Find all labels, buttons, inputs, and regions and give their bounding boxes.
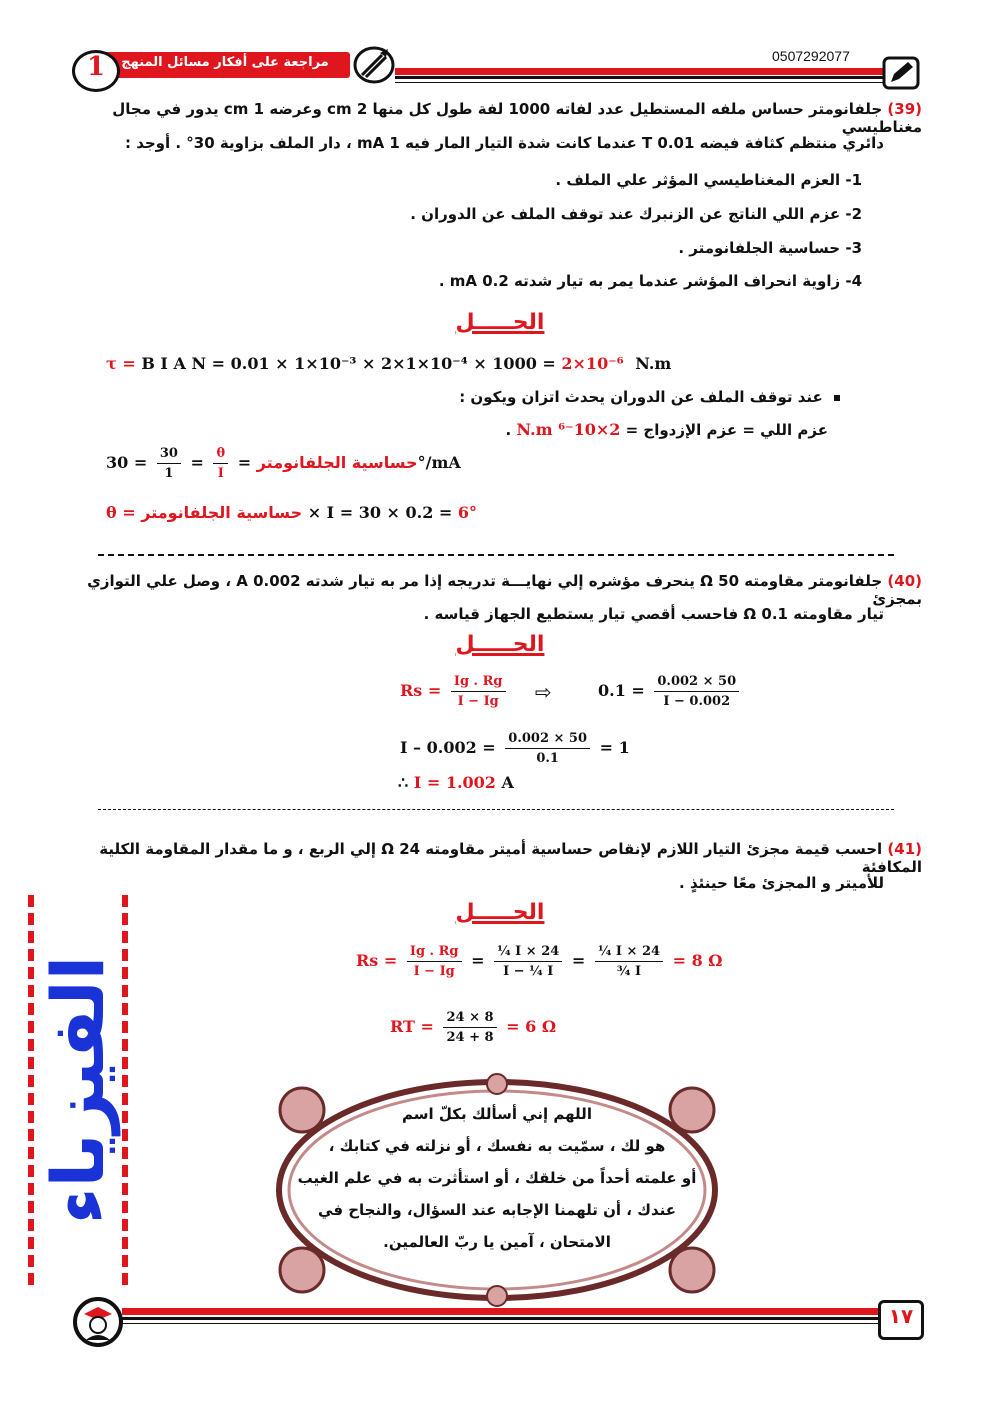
q39-item-4: 4- زاوية انحراف المؤشر عندما يمر به تيار شدته 0.2 mA . [438, 272, 862, 290]
rt-result: = 6 Ω [506, 1017, 557, 1036]
q41-rs-symbol: Rs = [356, 951, 398, 970]
frac-30: 30 [157, 446, 181, 464]
eq3-result: = 1 [599, 738, 630, 757]
divider-1 [98, 538, 894, 556]
torque-result: 2×10⁻⁶ [561, 354, 624, 373]
theta-sensitivity-label: حساسية الجلفانومتر [141, 503, 303, 522]
brush-icon [352, 45, 396, 85]
header [0, 0, 992, 100]
q41-number: (41) [887, 840, 922, 858]
footer-rule-red [122, 1308, 878, 1315]
bullet-square-icon [834, 395, 840, 401]
eq2-denominator: I − 0.002 [663, 694, 731, 709]
q40-eq4 [398, 773, 514, 792]
q41-rs-result: = 8 Ω [672, 951, 723, 970]
theta-result: 6° [457, 503, 478, 522]
graduate-avatar-icon [72, 1296, 124, 1348]
rs-denominator: I − Ig [457, 694, 499, 709]
side-logo-text: الفيزياء [36, 955, 120, 1225]
q40-line1 [70, 572, 922, 608]
torsion-text: عزم اللي = عزم الإزدواج = [625, 421, 828, 439]
footer-rule-black [122, 1317, 878, 1320]
therefore-symbol: ∴ [398, 773, 409, 792]
torsion-end: . [505, 421, 512, 439]
q39-theta-equation [106, 503, 477, 522]
q41-solution-title: الحـــــل [455, 900, 545, 925]
prayer-line-2: هو لك ، سمّيت به نفسك ، أو نزلته في كتابك ، [328, 1137, 666, 1155]
torque-unit: N.m [635, 354, 672, 373]
prayer-line-4: عندك ، أن تلهمنا الإجابه عند السؤال، والنجاح في [318, 1201, 676, 1219]
q39-bullet [400, 388, 840, 406]
page-number: ١٧ [888, 1304, 914, 1328]
q41-line2: للأميتر و المجزئ معًا حينئذٍ . [679, 874, 884, 892]
footer-rule-black-2 [122, 1323, 878, 1324]
prayer-line-5: الامتحان ، آمين يا ربّ العالمين. [383, 1233, 611, 1251]
edit-pencil-icon [882, 56, 920, 90]
q40-eq2 [598, 674, 743, 709]
q40-solution-title: الحـــــل [455, 632, 545, 657]
prayer-line-3: أو علمته أحداً من خلقك ، أو استأثرت به في علم الغيب [297, 1169, 697, 1187]
q39-text-1: جلفانومتر حساس ملفه المستطيل عدد لفاته 1000 لفة طول كل منها 2 cm وعرضه 1 cm يدور في مجال مغناطيسي [112, 100, 922, 136]
q40-eq3 [400, 731, 630, 766]
rt-numerator: 24 × 8 [443, 1010, 496, 1028]
rs-symbol: Rs = [400, 681, 442, 700]
theta-symbol: θ = [106, 503, 136, 522]
eq3-lhs: I – 0.002 = [400, 738, 496, 757]
q41-frac2-num: ¼ I × 24 [494, 944, 562, 962]
torque-symbol: τ = [106, 354, 136, 373]
header-rule-red [395, 68, 885, 75]
q41-rs-equation: Rs = $\frac{Ig . Rg}{I - Ig}$ = $\frac{\text{¼ I × 24}}{\text{I − ¼ I}}$ = $\frac{\text{¼ I × 24}}{\text{¾ I}}$ = 8 Ω [356, 944, 723, 979]
frac-theta: θ [213, 446, 228, 464]
eq4-unit: A [501, 773, 514, 792]
frac-1: 1 [164, 466, 174, 481]
divider-2 [98, 809, 894, 810]
q39-torque-equation [106, 354, 671, 373]
torsion-value: 2×10⁻⁶ N.m [516, 420, 621, 439]
prayer-text [290, 1098, 704, 1258]
q40-line2: تيار مقاومته 0.1 Ω فاحسب أقصي تيار يستطيع الجهاز قياسه . [423, 605, 884, 623]
header-banner-text: مراجعة على أفكار مسائل المنهج [121, 55, 329, 70]
eq4-value: 1.002 [445, 773, 496, 792]
eq2-lhs: 0.1 = [598, 681, 645, 700]
q39-solution-title: الحـــــل [455, 310, 545, 335]
q40-text-1: جلفانومتر مقاومته 50 Ω ينحرف مؤشره إلي نهايـــة تدريجه إذا مر به تيار شدته 0.002 A ، وصل علي التوازي بمجزئ [87, 572, 922, 608]
torque-expression: B I A N = 0.01 × 1×10⁻³ × 2×1×10⁻⁴ × 1000 = [141, 354, 556, 373]
q39-line2: دائري منتظم كثافة فيضه 0.01 T عندما كانت شدة التيار المار فيه 1 mA ، دار الملف بزاوية 30° . أوجد : [124, 134, 884, 152]
q39-torsion [400, 420, 828, 439]
header-number: 1 [86, 52, 106, 82]
q39-sensitivity-equation: حساسية الجلفانومتر = $\frac{\theta}{I}$ = $\frac{30}{1}$ = 30°/mA [106, 446, 461, 481]
q41-text-1: احسب قيمة مجزئ التيار اللازم لإنقاص حساسية أميتر مقاومته 24 Ω إلي الربع ، و ما مقدار المقاومة الكلية المكافئة [99, 840, 922, 876]
q40-rs-equation [400, 674, 510, 709]
sensitivity-result: 30°/mA [106, 453, 461, 472]
eq3-numerator: 0.002 × 50 [505, 731, 590, 749]
phone-number: 0507292077 [772, 48, 850, 64]
q41-frac2-den: I − ¼ I [503, 964, 554, 979]
q41-line1 [70, 840, 922, 876]
q41-frac1-den: I − Ig [413, 964, 455, 979]
header-rule-black-2 [395, 82, 885, 83]
q39-line1 [70, 100, 922, 136]
eq3-denominator: 0.1 [536, 751, 559, 766]
side-logo [28, 895, 132, 1285]
q41-frac1-num: Ig . Rg [407, 944, 462, 962]
frac-I: I [217, 466, 224, 481]
prayer-line-1: اللهم إني أسألك بكلّ اسم [402, 1105, 592, 1123]
rs-numerator: Ig . Rg [451, 674, 506, 692]
sensitivity-label: حساسية الجلفانومتر [256, 453, 418, 472]
arrow-right-icon: ⇨ [535, 680, 552, 704]
q41-rt-equation [390, 1010, 556, 1045]
q39-item-3: 3- حساسية الجلفانومتر . [678, 239, 862, 257]
q40-number: (40) [887, 572, 922, 590]
footer [0, 1290, 992, 1360]
rt-symbol: RT = [390, 1017, 434, 1036]
q41-frac3-den: ¾ I [616, 964, 642, 979]
rt-denominator: 24 + 8 [446, 1030, 494, 1045]
header-rule-black [395, 76, 885, 79]
eq2-numerator: 0.002 × 50 [654, 674, 739, 692]
q41-frac3-num: ¼ I × 24 [595, 944, 663, 962]
theta-expression: × I = 30 × 0.2 = [307, 503, 453, 522]
q39-number: (39) [887, 100, 922, 118]
q39-item-2: 2- عزم اللي الناتج عن الزنبرك عند توقف الملف عن الدوران . [410, 205, 862, 223]
bullet-text: عند توقف الملف عن الدوران يحدث اتزان ويكون : [459, 388, 823, 406]
q39-item-1: 1- العزم المغناطيسي المؤثر علي الملف . [555, 171, 862, 189]
eq4-I: I = [413, 773, 441, 792]
